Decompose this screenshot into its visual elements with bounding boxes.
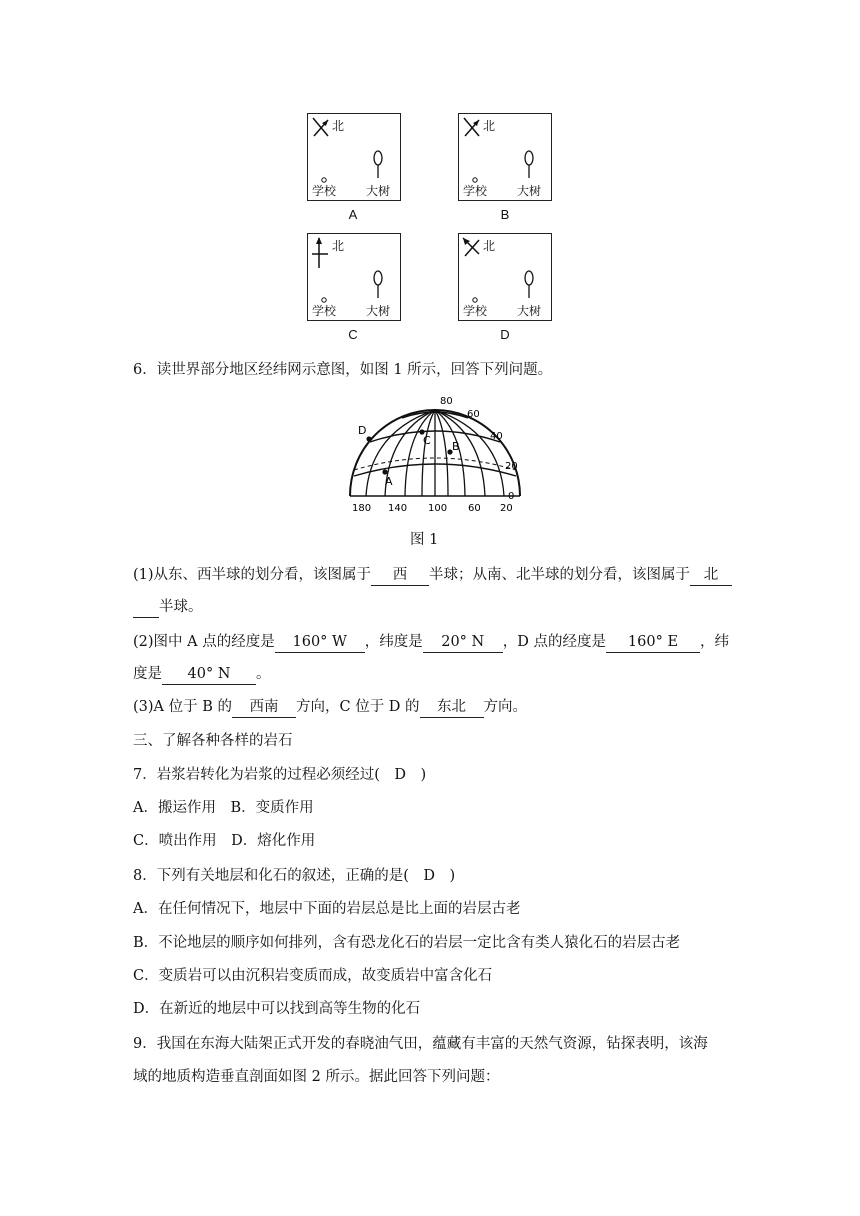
question-6-part-1-cont: 半球。 <box>133 597 203 618</box>
school-label: 学校 <box>312 304 337 318</box>
question-8-option-B: B．不论地层的顺序如何排列，含有恐龙化石的岩层一定比含有类人猿化石的岩层古老 <box>133 935 681 951</box>
point-D-marker <box>366 436 371 441</box>
question-6-part-2: (2)图中 A 点的经度是 160° W ，纬度是 20° N ，D 点的经度是 160° E ，纬 <box>133 632 729 653</box>
question-6-part-2-cont: 度是 40° N 。 <box>133 664 271 685</box>
point-D-label: D <box>358 424 367 437</box>
tree-icon <box>525 271 533 285</box>
question-7-options-1: A．搬运作用 B．变质作用 <box>133 800 314 816</box>
north-label: 北 <box>483 119 496 133</box>
section-heading: 三、了解各种各样的岩石 <box>133 733 293 749</box>
answer-blank: 160° E <box>606 632 700 653</box>
question-9-line-2: 域的地质构造垂直剖面如图 2 所示。据此回答下列问题： <box>133 1069 500 1085</box>
lat-label: 60 <box>467 409 480 420</box>
point-A-marker <box>382 469 387 474</box>
school-label: 学校 <box>463 304 488 318</box>
tree-label: 大树 <box>517 184 542 198</box>
lon-label: 100 <box>428 503 448 514</box>
question-8-stem: 8．下列有关地层和化石的叙述，正确的是( D ) <box>133 868 456 884</box>
question-6-part-1: (1)从东、西半球的划分看，该图属于 西 半球；从南、北半球的划分看，该图属于 北 <box>133 565 732 586</box>
question-6-part-3: (3)A 位于 B 的 西南 方向，C 位于 D 的 东北 方向。 <box>133 697 527 718</box>
school-label: 学校 <box>312 184 337 198</box>
question-8-option-A: A．在任何情况下，地层中下面的岩层总是比上面的岩层古老 <box>133 901 521 917</box>
question-8-option-C: C．变质岩可以由沉积岩变质而成，故变质岩中富含化石 <box>133 968 493 984</box>
lat-label: 80 <box>440 396 453 407</box>
diagram-letter: C <box>348 327 358 342</box>
lon-label: 20 <box>500 503 513 514</box>
question-7-stem: 7．岩浆岩转化为岩浆的过程必须经过( D ) <box>133 767 427 783</box>
answer-blank-cont <box>133 597 159 618</box>
question-8-option-D: D．在新近的地层中可以找到高等生物的化石 <box>133 1001 421 1017</box>
answer-blank: 西 <box>371 565 429 586</box>
point-B-label: B <box>452 440 460 453</box>
north-label: 北 <box>332 239 345 253</box>
north-label: 北 <box>332 119 345 133</box>
graticule-map-figure <box>340 392 530 516</box>
school-label: 学校 <box>463 184 488 198</box>
lat-label: 40 <box>490 431 503 442</box>
answer-blank: 西南 <box>232 697 296 718</box>
question-7-options-2: C．喷出作用 D．熔化作用 <box>133 833 316 849</box>
figure-1-caption: 图 1 <box>410 532 439 548</box>
point-A-label: A <box>385 475 393 488</box>
diagram-letter: B <box>500 207 510 222</box>
tree-label: 大树 <box>366 304 391 318</box>
answer-blank: 160° W <box>275 632 365 653</box>
diagram-letter: D <box>500 327 510 342</box>
tree-label: 大树 <box>366 184 391 198</box>
lon-label: 140 <box>388 503 408 514</box>
tree-icon <box>374 271 382 285</box>
answer-blank: 东北 <box>420 697 484 718</box>
lon-label: 60 <box>468 503 481 514</box>
tree-label: 大树 <box>517 304 542 318</box>
question-6-stem: 6．读世界部分地区经纬网示意图，如图 1 所示，回答下列问题。 <box>133 362 553 378</box>
tree-icon <box>525 151 533 165</box>
lat-label: 20 <box>505 461 518 472</box>
lat-label: 0 <box>508 491 515 502</box>
tree-icon <box>374 151 382 165</box>
question-9-line-1: 9．我国在东海大陆架正式开发的春晓油气田，蕴藏有丰富的天然气资源，钻探表明，该海 <box>133 1036 708 1052</box>
lon-label: 180 <box>352 503 372 514</box>
answer-blank: 北 <box>690 565 732 586</box>
north-label: 北 <box>483 239 496 253</box>
point-C-label: C <box>423 434 431 447</box>
answer-blank: 20° N <box>423 632 503 653</box>
answer-blank: 40° N <box>162 664 256 685</box>
diagram-letter: A <box>348 207 358 222</box>
